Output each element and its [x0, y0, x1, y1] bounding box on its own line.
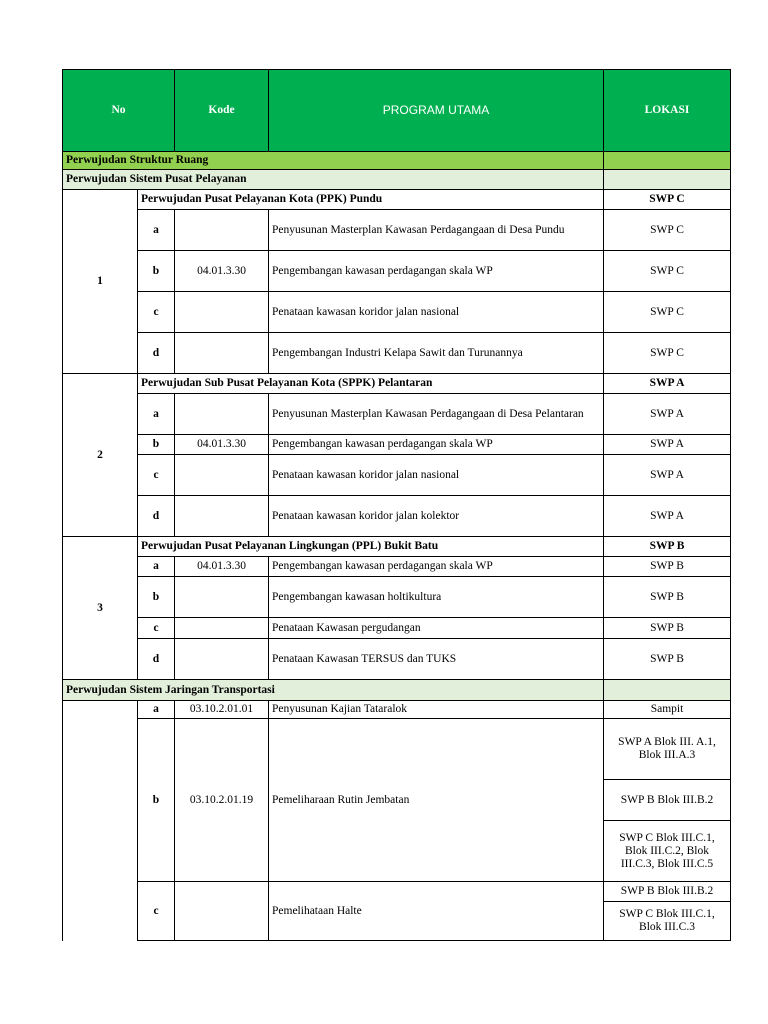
group-location: SWP B — [604, 537, 731, 557]
row-location: SWP A Blok III. A.1, Blok III.A.3 — [604, 719, 730, 780]
group-location: SWP C — [604, 190, 731, 210]
table-row — [63, 882, 731, 941]
section-lokasi-empty — [604, 152, 731, 170]
group-title: Perwujudan Pusat Pelayanan Lingkungan (PPL) Bukit Batu — [138, 537, 604, 557]
row-letter: b — [138, 251, 175, 292]
table-row — [63, 618, 731, 639]
row-location: SWP C Blok III.C.1, Blok III.C.3 — [619, 908, 715, 933]
row-letter: d — [138, 333, 175, 374]
row-location: SWP B — [604, 618, 731, 639]
row-kode — [175, 882, 269, 941]
row-location: SWP B Blok III.B.2 — [604, 780, 730, 821]
table-row — [63, 251, 731, 292]
row-letter: a — [138, 701, 175, 719]
row-kode — [175, 618, 269, 639]
program-table — [62, 69, 731, 941]
row-letter: b — [138, 435, 175, 455]
group-number: 1 — [63, 190, 138, 374]
row-program: Penataan kawasan koridor jalan nasional — [269, 455, 604, 496]
group-title-row — [63, 537, 731, 557]
row-location: SWP C — [604, 210, 731, 251]
table-row — [63, 719, 731, 882]
row-location: SWP C — [604, 292, 731, 333]
table-row — [63, 292, 731, 333]
row-letter: c — [138, 882, 175, 941]
group-number: 2 — [63, 374, 138, 537]
group-number-empty — [63, 701, 138, 941]
row-program: Penyusunan Kajian Tataralok — [269, 701, 604, 719]
row-location-stack — [604, 719, 731, 882]
row-program: Penataan Kawasan TERSUS dan TUKS — [269, 639, 604, 680]
table-row — [63, 455, 731, 496]
row-program: Pengembangan kawasan holtikultura — [269, 577, 604, 618]
table-row — [63, 333, 731, 374]
row-location: SWP A — [604, 455, 731, 496]
table-row — [63, 577, 731, 618]
row-location-stack — [604, 882, 731, 941]
row-letter: a — [138, 210, 175, 251]
row-location: SWP B — [604, 639, 731, 680]
row-kode — [175, 292, 269, 333]
group-title: Perwujudan Sub Pusat Pelayanan Kota (SPPK) Pelantaran — [138, 374, 604, 394]
row-kode: 04.01.3.30 — [175, 251, 269, 292]
row-program: Penataan kawasan koridor jalan nasional — [269, 292, 604, 333]
row-kode: 04.01.3.30 — [175, 435, 269, 455]
row-location: SWP B — [604, 557, 731, 577]
section-lokasi-empty — [604, 680, 731, 701]
header-no: No — [63, 70, 175, 152]
row-kode — [175, 455, 269, 496]
row-kode — [175, 210, 269, 251]
section-row — [63, 152, 731, 170]
row-kode: 03.10.2.01.19 — [175, 719, 269, 882]
row-program: Pemeliharaan Rutin Jembatan — [269, 719, 604, 882]
row-kode: 03.10.2.01.01 — [175, 701, 269, 719]
row-program: Penyusunan Masterplan Kawasan Perdagangaan di Desa Pundu — [269, 210, 604, 251]
header-program: PROGRAM UTAMA — [269, 70, 604, 152]
group-location: SWP A — [604, 374, 731, 394]
row-kode — [175, 394, 269, 435]
row-letter: a — [138, 394, 175, 435]
row-program: Pemelihataan Halte — [269, 882, 604, 941]
row-program: Penataan kawasan koridor jalan kolektor — [269, 496, 604, 537]
row-location: SWP A — [604, 435, 731, 455]
row-letter: c — [138, 292, 175, 333]
table-row — [63, 210, 731, 251]
row-location: Sampit — [604, 701, 731, 719]
row-location: SWP C — [604, 251, 731, 292]
section-row — [63, 170, 731, 190]
table-row — [63, 701, 731, 719]
group-number: 3 — [63, 537, 138, 680]
header-lokasi: LOKASI — [604, 70, 731, 152]
row-letter: d — [138, 496, 175, 537]
section-title: Perwujudan Sistem Jaringan Transportasi — [63, 680, 604, 701]
row-kode — [175, 639, 269, 680]
row-program: Pengembangan Industri Kelapa Sawit dan Turunannya — [269, 333, 604, 374]
header-row — [63, 70, 731, 152]
row-program: Pengembangan kawasan perdagangan skala WP — [269, 435, 604, 455]
table-row — [63, 557, 731, 577]
row-location: SWP A — [604, 496, 731, 537]
table-row — [63, 496, 731, 537]
row-letter: a — [138, 557, 175, 577]
table-row — [63, 435, 731, 455]
row-location: SWP B Blok III.B.2 — [604, 882, 730, 902]
table-row — [63, 639, 731, 680]
row-program: Penyusunan Masterplan Kawasan Perdagangaan di Desa Pelantaran — [269, 394, 604, 435]
row-kode — [175, 577, 269, 618]
group-title: Perwujudan Pusat Pelayanan Kota (PPK) Pundu — [138, 190, 604, 210]
section-row — [63, 680, 731, 701]
row-letter: b — [138, 577, 175, 618]
row-location: SWP C — [604, 333, 731, 374]
row-letter: b — [138, 719, 175, 882]
section-title: Perwujudan Sistem Pusat Pelayanan — [63, 170, 604, 190]
row-program: Penataan Kawasan pergudangan — [269, 618, 604, 639]
table-row — [63, 394, 731, 435]
group-title-row — [63, 374, 731, 394]
row-location: SWP C Blok III.C.1, Blok III.C.2, Blok III.C.3, Blok III.C.5 — [619, 831, 715, 870]
section-title: Perwujudan Struktur Ruang — [63, 152, 604, 170]
row-kode — [175, 333, 269, 374]
section-lokasi-empty — [604, 170, 731, 190]
row-letter: c — [138, 618, 175, 639]
header-kode: Kode — [175, 70, 269, 152]
row-location: SWP A — [604, 394, 731, 435]
row-kode — [175, 496, 269, 537]
row-letter: c — [138, 455, 175, 496]
row-location: SWP B — [604, 577, 731, 618]
row-program: Pengembangan kawasan perdagangan skala WP — [269, 557, 604, 577]
row-letter: d — [138, 639, 175, 680]
row-program: Pengembangan kawasan perdagangan skala WP — [269, 251, 604, 292]
group-title-row — [63, 190, 731, 210]
row-kode: 04.01.3.30 — [175, 557, 269, 577]
